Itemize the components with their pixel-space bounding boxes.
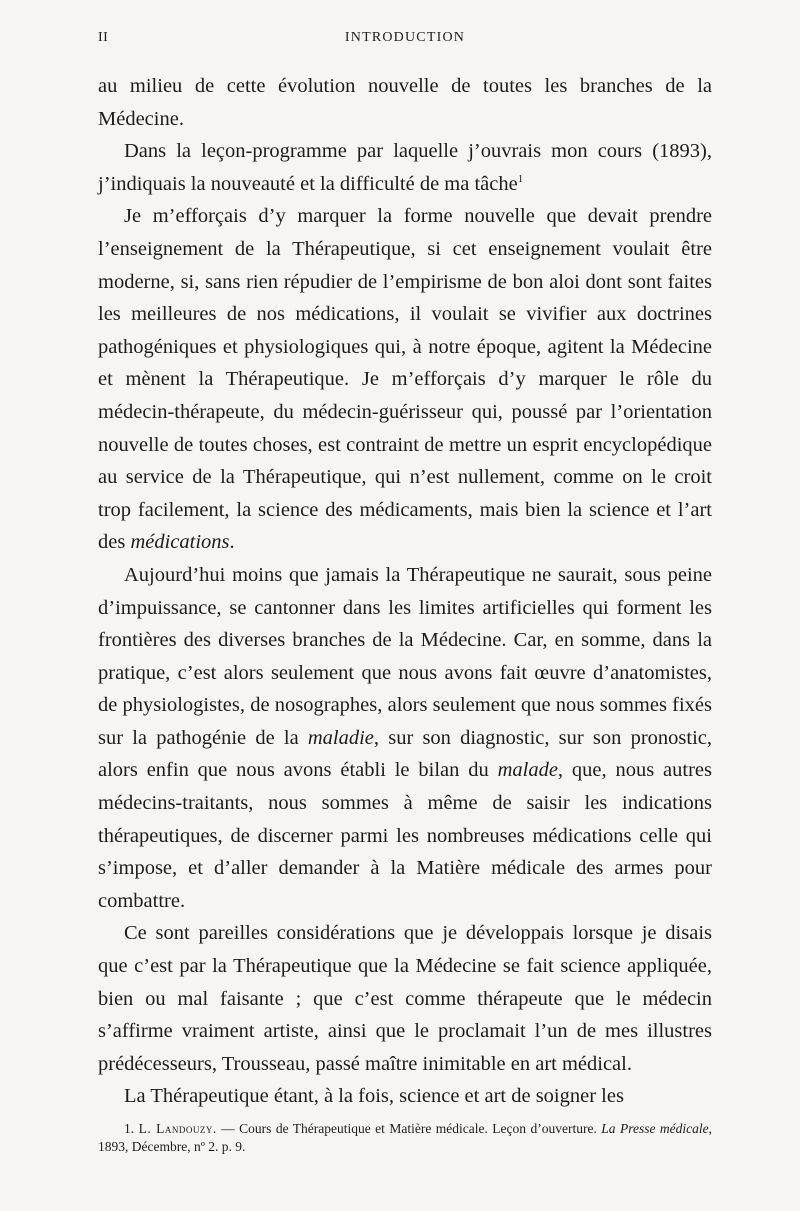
footnote-text: — Cours de Thérapeutique et Matière médicale. Leçon d’ouverture. [216,1121,602,1136]
footnote-1 [98,1120,712,1156]
italic-text: malade [497,759,558,782]
paragraph-text: Dans la leçon-programme par laquelle j’ouvrais mon cours (1893), j’indiquais la nouveauté et la difficulté de ma tâche [98,140,712,195]
paragraph [98,135,712,200]
paragraph [98,1080,712,1113]
footnote-journal: La Presse médicale [601,1121,709,1136]
paragraph-text: , que, nous autres médecins-traitants, nous sommes à même de saisir les indications thérapeutiques, de discerner parmi les nombreuses médications celle qui s’impose, et d’aller demander à la Matière médicale des armes pour combattre. [98,759,712,912]
page-number: II [98,30,109,45]
footnote-marker: 1. [124,1121,135,1136]
footnote-reference: 1 [517,172,524,185]
paragraph-text: , sur son diagnostic, sur son pronostic, alors enfin que nous avons établi le bilan du [98,726,713,782]
paragraph [98,200,712,559]
footnote-author: L. Landouzy. [138,1121,217,1136]
paragraph-text: au milieu de cette évolution nouvelle de toutes les branches de la Médecine. [98,75,712,130]
footnote-details: , 1893, Décembre, nº 2. p. 9. [98,1121,713,1154]
paragraph-text: Aujourd’hui moins que jamais la Thérapeutique ne saurait, sous peine d’impuissance, se cantonner dans les limites artificielles qui forment les frontières des diverses branches de la Médecine. Car, en somme, dans la pratique, c’est alors seulement que nous avons fait œuvre d’anatomistes, de physiologistes, de nosographes, alors seulement que nous sommes fixés sur la pathogénie de la [98,563,712,749]
paragraph-text: . [229,531,235,554]
italic-text: médications [130,531,230,554]
italic-text: maladie [307,726,374,749]
page-header [98,30,712,52]
paragraph-text: Je m’efforçais d’y marquer la forme nouvelle que devait prendre l’enseignement de la Thérapeutique, si cet enseignement voulait être moderne, si, sans rien répudier de l’empirisme de bon aloi dont sont faites les meilleures de nos médications, il voulait se vivifier aux doctrines pathogéniques et physiologiques qui, à notre époque, agitent la Médecine et mènent la Thérapeutique. Je m’efforçais d’y marquer le rôle du médecin-thérapeute, du médecin-guérisseur qui, poussé par l’orientation nouvelle de toutes choses, est contraint de mettre un esprit encyclopédique au service de la Thérapeutique, qui n’est nullement, comme on le croit trop facilement, la science des médicaments, mais bien la science et l’art des [98,205,712,554]
paragraph [98,917,712,1080]
footnotes [98,1120,712,1156]
paragraph-text: Ce sont pareilles considérations que je développais lorsque je disais que c’est par la Thérapeutique que la Médecine se fait science appliquée, bien ou mal faisante ; que c’est comme thérapeute que le médecin s’affirme vraiment artiste, ainsi que le proclamait l’un de mes illustres prédécesseurs, Trousseau, passé maître inimitable en art médical. [98,922,712,1075]
body-text [98,70,712,1113]
running-head: INTRODUCTION [344,30,466,45]
paragraph [98,559,712,918]
paragraph-text: La Thérapeutique étant, à la fois, science et art de soigner les [124,1085,624,1108]
paragraph [98,70,712,135]
